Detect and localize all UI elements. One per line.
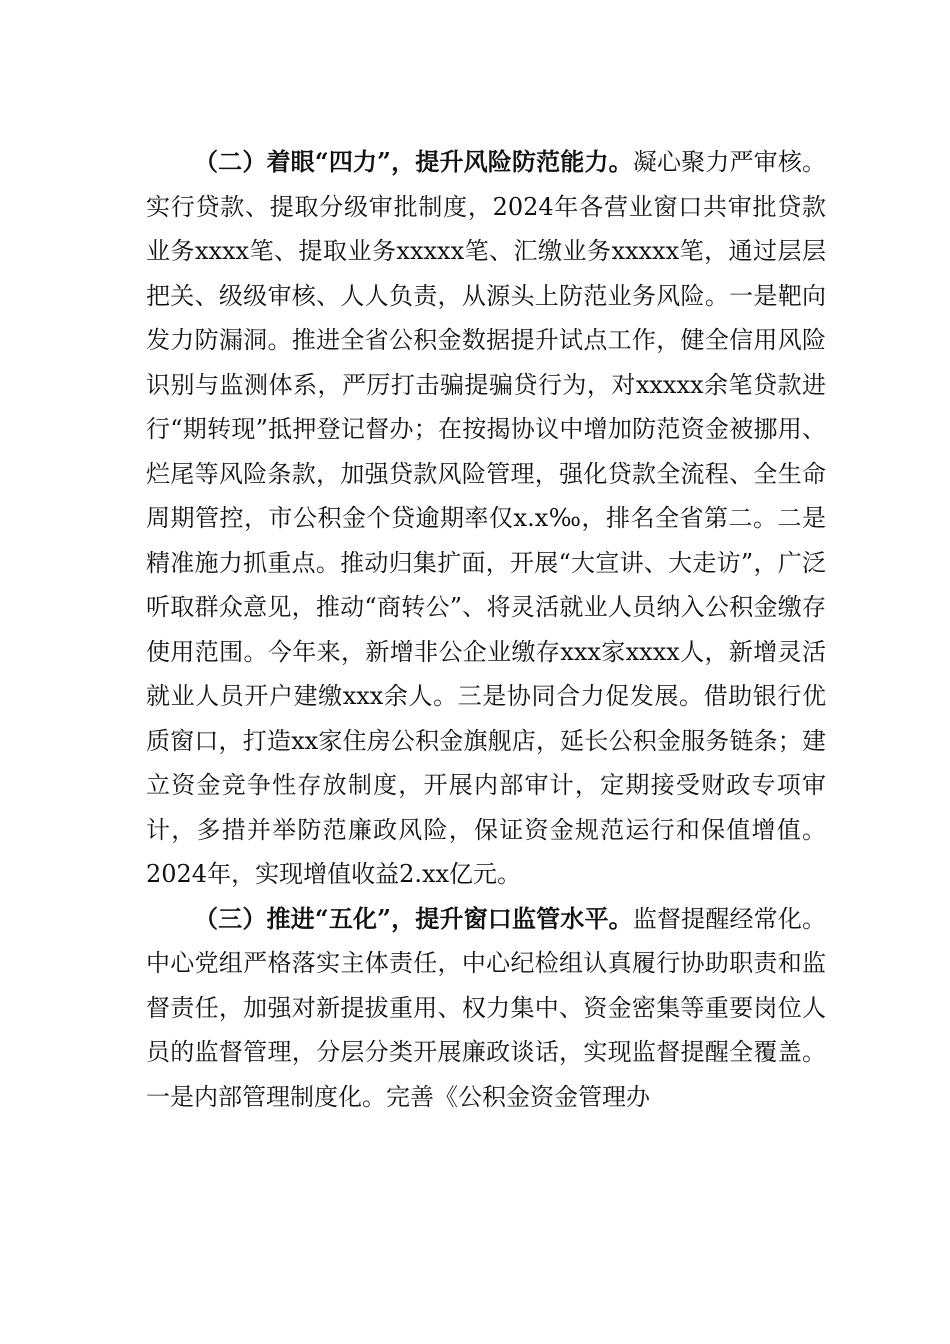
document-body <box>146 140 826 1119</box>
paragraph-risk-prevention <box>146 140 826 897</box>
paragraph-text: 监督提醒经常化。中心党组严格落实主体责任，中心纪检组认真履行协助职责和监督责任，加强对新提拔重用、权力集中、资金密集等重要岗位人员的监督管理，分层分类开展廉政谈话，实现监督提醒全覆盖。一是内部管理制度化。完善《公积金资金管理办 <box>146 904 827 1111</box>
paragraph-heading: （二）着眼“四力”，提升风险防范能力。 <box>194 147 633 176</box>
paragraph-heading: （三）推进“五化”，提升窗口监管水平。 <box>194 903 633 933</box>
paragraph-window-supervision <box>146 897 826 1120</box>
paragraph-text: 凝心聚力严审核。实行贷款、提取分级审批制度，2024年各营业窗口共审批贷款业务xxxx笔、提取业务xxxxx笔、汇缴业务xxxxx笔，通过层层把关、级级审核、人人负责，从源头上防范业务风险。一是靶向发力防漏洞。推进全省公积金数据提升试点工作，健全信用风险识别与监测体系，严厉打击骗提骗贷行为，对xxxxx余笔贷款进行“期转现”抵押登记督办；在按揭协议中增加防范资金被挪用、烂尾等风险条款，加强贷款风险管理，强化贷款全流程、全生命周期管控，市公积金个贷逾期率仅x.x‰，排名全省第二。二是精准施力抓重点。推动归集扩面，开展“大宣讲、大走访”，广泛听取群众意见，推动“商转公”、将灵活就业人员纳入公积金缴存使用范围。今年来，新增非公企业缴存xxx家xxxx人，新增灵活就业人员开户建缴xxx余人。三是协同合力促发展。借助银行优质窗口，打造xx家住房公积金旗舰店，延长公积金服务链条；建立资金竞争性存放制度，开展内部审计，定期接受财政专项审计，多措并举防范廉政风险，保证资金规范运行和保值增值。2024年，实现增值收益2.xx亿元。 <box>146 148 827 888</box>
